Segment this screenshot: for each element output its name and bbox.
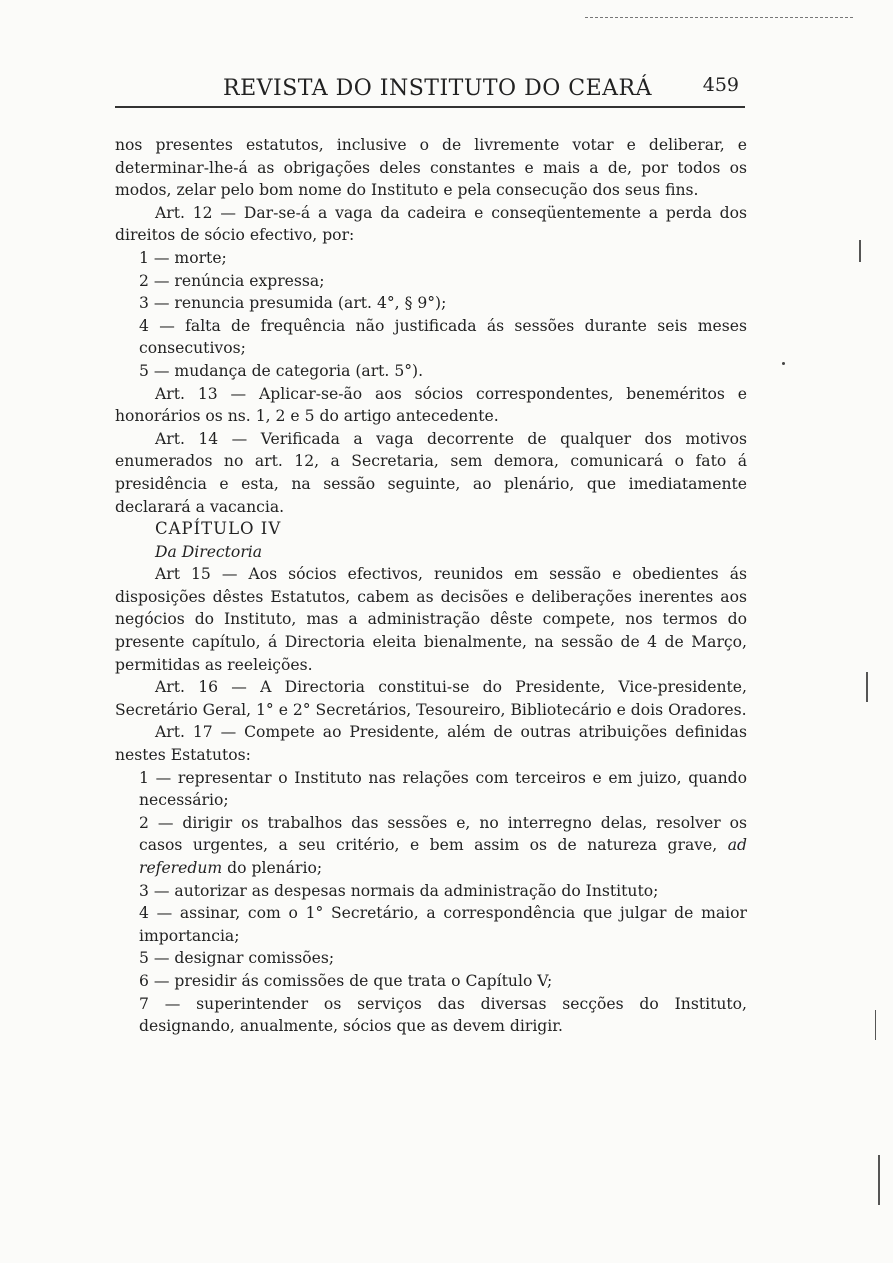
scan-speck	[782, 362, 785, 365]
scan-edge-mark	[878, 1155, 880, 1205]
article-17-item	[115, 812, 747, 880]
journal-title: REVISTA DO INSTITUTO DO CEARÁ	[223, 76, 652, 101]
chapter-heading: CAPÍTULO IV	[155, 519, 282, 539]
scan-edge-mark	[875, 1010, 876, 1040]
article-17-item: 3 — autorizar as despesas normais da administração do Instituto;	[139, 881, 659, 900]
article-12-item: 3 — renuncia presumida (art. 4°, § 9°);	[139, 294, 447, 313]
article-13: Art. 13 — Aplicar-se-ão aos sócios correspondentes, beneméritos e honorários os ns. 1, 2 e 5 do artigo antecedente.	[115, 384, 747, 426]
article-17-item: 6 — presidir ás comissões de que trata o Capítulo V;	[139, 971, 553, 990]
article-12-item: 4 — falta de frequência não justificada ás sessões durante seis meses consecutivos;	[139, 316, 747, 358]
paragraph-continuation: nos presentes estatutos, inclusive o de livremente votar e deliberar, e determinar-lhe-á as obrigações deles constantes e mais a de, por todos os modos, zelar pelo bom nome do Instituto e pela consecução dos seus fins.	[115, 136, 747, 200]
running-header	[115, 72, 745, 106]
scan-edge-mark	[866, 672, 868, 702]
article-17-item-2-tail: do plenário;	[227, 859, 323, 877]
scan-edge-mark	[859, 240, 861, 262]
article-17-item: 5 — designar comissões;	[139, 949, 335, 968]
latin-phrase: ad referedum	[139, 836, 747, 877]
article-14: Art. 14 — Verificada a vaga decorrente de qualquer dos motivos enumerados no art. 12, a Secretaria, sem demora, comunicará o fato á presidência e esta, na sessão seguinte, ao plenário, que imediatamente declarará a vacancia.	[115, 429, 747, 516]
article-17-item: 1 — representar o Instituto nas relações com terceiros e em juizo, quando necessário;	[139, 768, 747, 810]
page-number: 459	[702, 74, 739, 96]
top-edge-rule	[585, 17, 853, 18]
page-body	[115, 134, 747, 1038]
article-16: Art. 16 — A Directoria constitui-se do Presidente, Vice-presidente, Secretário Geral, 1° e 2° Secretários, Tesoureiro, Bibliotecário e dois Oradores.	[115, 678, 747, 719]
article-12: Art. 12 — Dar-se-á a vaga da cadeira e conseqüentemente a perda dos direitos de sócio efectivo, por:	[115, 203, 747, 245]
article-12-item: 2 — renúncia expressa;	[139, 271, 325, 290]
article-17-item-2-text: 2 — dirigir os trabalhos das sessões e, no interregno delas, resolver os casos urgentes, a seu critério, e bem assim os de natureza grave,	[139, 813, 747, 855]
article-12-item: 5 — mudança de categoria (art. 5°).	[139, 361, 424, 380]
article-17-item: 7 — superintender os serviços das diversas secções do Instituto, designando, anualmente, sócios que as devem dirigir.	[139, 994, 747, 1036]
article-17-item: 4 — assinar, com o 1° Secretário, a correspondência que julgar de maior importancia;	[139, 904, 747, 945]
article-17: Art. 17 — Compete ao Presidente, além de outras atribuições definidas nestes Estatutos:	[115, 723, 747, 765]
section-heading: Da Directoria	[155, 542, 263, 561]
article-15: Art 15 — Aos sócios efectivos, reunidos em sessão e obedientes ás disposições dêstes Estatutos, cabem as decisões e deliberações inerentes aos negócios do Instituto, mas a administração dêste compete, nos termos do presente capítulo, á Directoria eleita bienalmente, na sessão de 4 de Março, permitidas as reeleições.	[115, 565, 747, 674]
article-12-item: 1 — morte;	[139, 248, 227, 267]
header-rule	[115, 106, 745, 108]
